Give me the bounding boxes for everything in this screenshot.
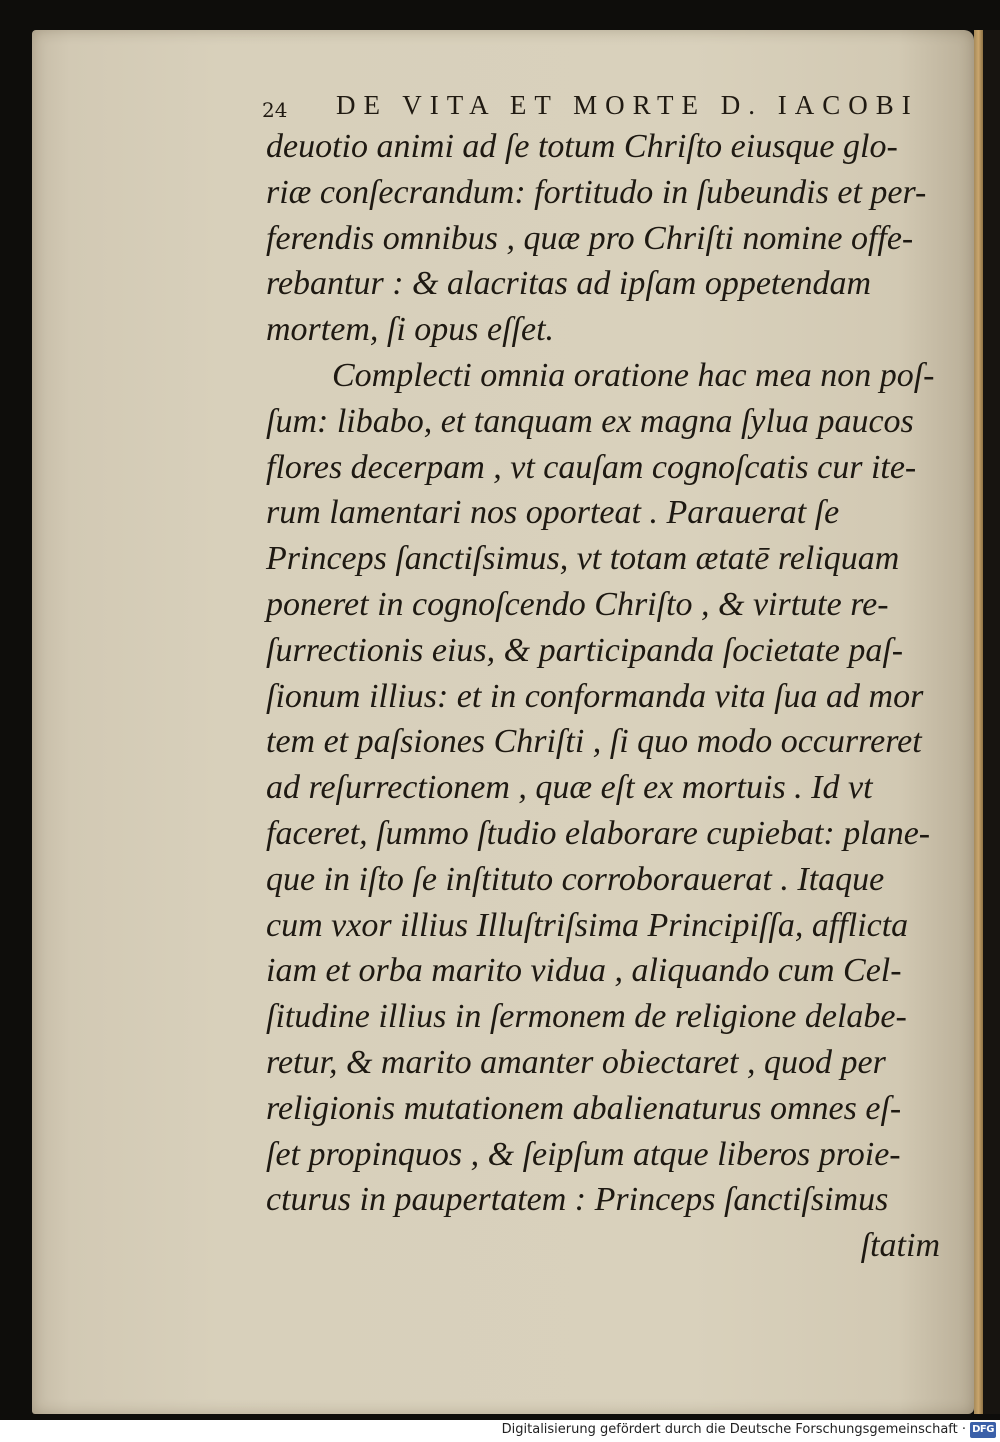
text-line: ſionum illius: et in conformanda vita ſua ad mor: [266, 677, 924, 715]
text-line: ſitudine illius in ſermonem de religione delabe-: [266, 998, 907, 1036]
text-line: cturus in paupertatem : Princeps ſanctiſsimus: [266, 1181, 889, 1219]
text-line: retur, & marito amanter obiectaret , quod per: [266, 1043, 886, 1081]
footer-bar: [0, 1420, 1000, 1442]
running-header: [262, 86, 962, 126]
paragraph-start-line: Complecti omnia oratione hac mea non poſ-: [332, 356, 935, 394]
text-line: poneret in cognoſcendo Chriſto , & virtute re-: [266, 585, 889, 623]
text-line: ſet propinquos , & ſeipſum atque liberos proie-: [266, 1135, 901, 1173]
text-line: flores decerpam , vt cauſam cognoſcatis cur ite-: [266, 448, 917, 486]
text-line: que in iſto ſe inſtituto corroborauerat . Itaque: [266, 860, 885, 898]
text-line: Princeps ſanctiſsimus, vt totam ætatē reliquam: [266, 540, 900, 578]
catchword: ſtatim: [860, 1227, 940, 1265]
text-line: mortem, ſi opus eſſet.: [266, 311, 555, 349]
page-number: 24: [262, 98, 288, 122]
text-line: tem et paſsiones Chriſti , ſi quo modo occurreret: [266, 723, 922, 761]
page-edge: [974, 30, 983, 1414]
dfg-logo-icon: DFG: [970, 1422, 996, 1438]
scan-border: [983, 30, 1000, 1414]
text-line: ad reſurrectionem , quæ eſt ex mortuis . Id vt: [266, 769, 873, 807]
text-line: ſurrectionis eius, & participanda ſocietate paſ-: [266, 631, 904, 669]
text-line: iam et orba marito vidua , aliquando cum Cel-: [266, 952, 902, 990]
text-line: cum vxor illius Illuſtriſsima Principiſſa, afflicta: [266, 906, 909, 944]
text-line: ſum: libabo, et tanquam ex magna ſylua paucos: [266, 402, 914, 440]
text-line: rum lamentari nos oporteat . Parauerat ſe: [266, 494, 840, 532]
funding-credit: Digitalisierung gefördert durch die Deutsche Forschungsgemeinschaft ·: [501, 1422, 966, 1437]
text-line: deuotio animi ad ſe totum Chriſto eiusque glo-: [266, 128, 898, 165]
text-line: riæ conſecrandum: fortitudo in ſubeundis et per-: [266, 173, 927, 211]
body-text: [266, 124, 956, 1269]
text-line: religionis mutationem abalienaturus omnes eſ-: [266, 1089, 902, 1127]
text-line: rebantur : & alacritas ad ipſam oppetendam: [266, 265, 872, 303]
text-line: ferendis omnibus , quæ pro Chriſti nomine offe-: [266, 219, 914, 257]
running-title: DE VITA ET MORTE D. IACOBI: [336, 90, 919, 120]
text-line: faceret, ſummo ſtudio elaborare cupiebat: plane-: [266, 814, 931, 852]
